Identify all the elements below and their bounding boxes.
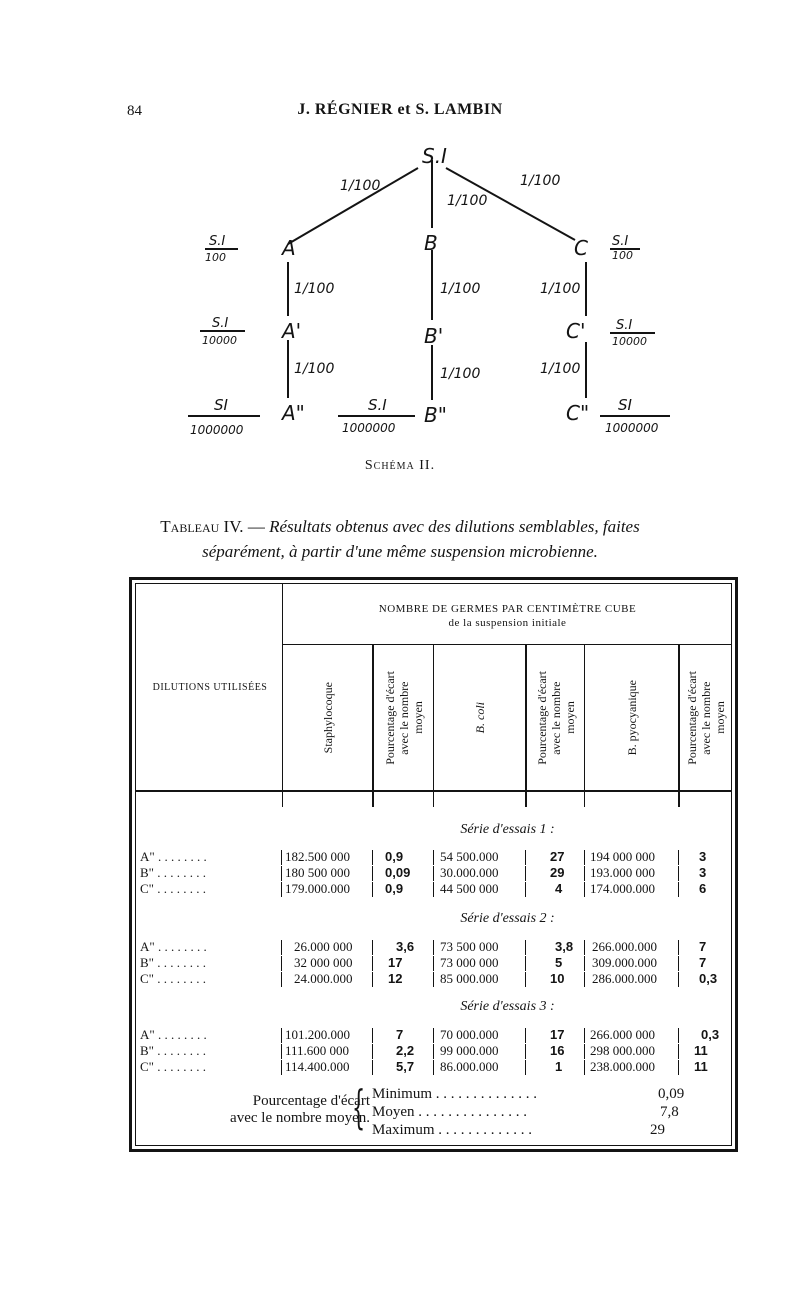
schema-root: S.I — [422, 144, 447, 168]
cell-staph: 180 500 000 — [285, 865, 350, 880]
summary-label — [170, 1093, 370, 1127]
cell-pyo: 266.000.000 — [592, 939, 657, 954]
table-row — [0, 1059, 800, 1075]
frac-right3-num: SI — [618, 396, 632, 414]
cell-staph: 24.000.000 — [294, 971, 353, 986]
node-c: C — [574, 236, 588, 260]
col-head-ecart-2 — [527, 650, 584, 785]
frac-right1-den: 100 — [612, 249, 633, 262]
col-head-b-coli — [434, 650, 525, 785]
cell-ecart-2: 29 — [550, 865, 565, 880]
cell-coli: 44 500 000 — [440, 881, 499, 896]
group-header-line2: de la suspension initiale — [448, 617, 567, 629]
cell-staph: 32 000 000 — [294, 955, 353, 970]
table-row — [0, 865, 800, 881]
cell-ecart-3: 3 — [699, 849, 707, 864]
frac-left2-num: S.I — [212, 316, 229, 331]
frac-right2-den: 10000 — [612, 335, 647, 348]
col-head-label: Staphylocoque — [320, 681, 335, 754]
page-number: 84 — [127, 103, 142, 119]
table-title-text: Résultats obtenus avec des dilutions semblables, faites séparément, à partir d'une même suspension microbienne. — [202, 517, 640, 561]
cell-ecart-2: 5 — [555, 955, 563, 970]
cell-ecart-2: 3,8 — [555, 939, 574, 954]
edge-label-c1: 1/100 — [540, 281, 581, 297]
schema-lines — [188, 160, 670, 416]
node-c2: C" — [566, 401, 590, 425]
row-label: B" . . . . . . . . — [140, 865, 206, 880]
cell-coli: 86.000.000 — [440, 1059, 499, 1074]
edge-label-a2: 1/100 — [294, 361, 335, 377]
cell-pyo: 194 000 000 — [590, 849, 655, 864]
edge-label-top-left: 1/100 — [340, 178, 381, 194]
edge-label-top-right: 1/100 — [520, 173, 561, 189]
cell-pyo: 266.000 000 — [590, 1027, 655, 1042]
frac-left1-den: 100 — [205, 251, 226, 264]
summary-brace: { — [352, 1080, 366, 1134]
table-row — [0, 849, 800, 865]
cell-coli: 73 500 000 — [440, 939, 499, 954]
cell-ecart-2: 1 — [555, 1059, 563, 1074]
col-head-label: Pourcentage d'écart avec le nombre moyen — [685, 670, 727, 765]
table-row — [0, 971, 800, 987]
table-title-dash: — — [243, 517, 270, 536]
frac-left2-den: 10000 — [202, 334, 237, 347]
frac-mid3-num: S.I — [368, 396, 387, 414]
cell-ecart-2: 27 — [550, 849, 565, 864]
row-label: A" . . . . . . . . — [140, 1027, 207, 1042]
edge-label-a1: 1/100 — [294, 281, 335, 297]
frac-left3-den: 1000000 — [190, 423, 244, 437]
cell-staph: 26.000 000 — [294, 939, 353, 954]
row-label: A" . . . . . . . . — [140, 849, 207, 864]
cell-staph: 111.600 000 — [285, 1043, 350, 1058]
row-label: A" . . . . . . . . — [140, 939, 207, 954]
edge-label-b1: 1/100 — [440, 281, 481, 297]
col-head-b-pyocyanique — [585, 650, 678, 785]
schema-caption: Schéma II. — [364, 458, 436, 473]
frac-mid3-den: 1000000 — [342, 421, 396, 435]
table-row — [0, 1043, 800, 1059]
summary-moyen-value: 7,8 — [660, 1104, 679, 1120]
cell-ecart-1: 0,09 — [385, 865, 411, 880]
cell-pyo: 286.000.000 — [592, 971, 657, 986]
cell-pyo: 238.000.000 — [590, 1059, 655, 1074]
series-2-title: Série d'essais 2 : — [460, 911, 555, 926]
cell-coli: 85 000.000 — [440, 971, 499, 986]
node-a: A — [282, 236, 296, 260]
summary-moyen: Moyen . . . . . . . . . . . . . . . — [372, 1104, 527, 1120]
dilution-schema — [0, 0, 800, 460]
row-label: B" . . . . . . . . — [140, 1043, 206, 1058]
summary-items — [372, 1085, 537, 1139]
edge-label-b2: 1/100 — [440, 366, 481, 382]
cell-ecart-2: 17 — [550, 1027, 565, 1042]
node-b1: B' — [424, 324, 444, 348]
table-row — [0, 955, 800, 971]
row-label: B" . . . . . . . . — [140, 955, 206, 970]
cell-staph: 182.500 000 — [285, 849, 350, 864]
frac-right1-num: S.I — [612, 234, 629, 249]
cell-ecart-1: 3,6 — [396, 939, 415, 954]
cell-ecart-1: 0,9 — [385, 849, 404, 864]
cell-ecart-3: 6 — [699, 881, 707, 896]
col-head-ecart-3 — [680, 650, 732, 785]
cell-coli: 70 000.000 — [440, 1027, 499, 1042]
dilutions-header: DILUTIONS UTILISÉES — [152, 682, 268, 693]
frac-right3-den: 1000000 — [605, 421, 659, 435]
summary-minimum-value: 0,09 — [658, 1086, 685, 1102]
table-row — [0, 1027, 800, 1043]
table-title — [120, 514, 680, 564]
cell-ecart-3: 11 — [694, 1043, 708, 1058]
series-1-title: Série d'essais 1 : — [460, 822, 555, 837]
cell-ecart-1: 5,7 — [396, 1059, 415, 1074]
table-row — [0, 881, 800, 897]
summary-label-line2: avec le nombre moyen. — [230, 1110, 370, 1126]
edge-label-c2: 1/100 — [540, 361, 581, 377]
cell-pyo: 174.000.000 — [590, 881, 655, 896]
frac-right2-num: S.I — [616, 318, 633, 333]
cell-pyo: 193.000 000 — [590, 865, 655, 880]
cell-ecart-2: 16 — [550, 1043, 565, 1058]
col-head-ecart-1 — [374, 650, 433, 785]
cell-ecart-1: 2,2 — [396, 1043, 415, 1058]
col-head-label: B. coli — [472, 701, 487, 734]
series-3-title: Série d'essais 3 : — [460, 999, 555, 1014]
cell-ecart-2: 4 — [555, 881, 563, 896]
group-header — [283, 602, 732, 630]
col-head-staphylocoque — [283, 650, 372, 785]
node-a2: A" — [282, 401, 305, 425]
row-label: C" . . . . . . . . — [140, 1059, 206, 1074]
col-head-label: Pourcentage d'écart avec le nombre moyen — [382, 670, 425, 765]
cell-coli: 54 500.000 — [440, 849, 499, 864]
cell-ecart-3: 0,3 — [701, 1027, 720, 1042]
running-title: J. RÉGNIER et S. LAMBIN — [297, 101, 503, 118]
cell-pyo: 309.000.000 — [592, 955, 657, 970]
cell-ecart-3: 0,3 — [699, 971, 718, 986]
cell-ecart-3: 3 — [699, 865, 707, 880]
rule-group-header — [282, 644, 732, 645]
cell-ecart-2: 10 — [550, 971, 565, 986]
row-label: C" . . . . . . . . — [140, 971, 206, 986]
summary-label-line1: Pourcentage d'écart — [252, 1093, 370, 1109]
group-header-line1: NOMBRE DE GERMES PAR CENTIMÈTRE CUBE — [378, 603, 637, 615]
node-a1: A' — [282, 319, 302, 343]
col-head-label: B. pyocyanique — [624, 679, 639, 756]
cell-coli: 30.000.000 — [440, 865, 499, 880]
table-label: Tableau IV. — [160, 517, 244, 536]
node-b: B — [424, 231, 438, 255]
cell-ecart-1: 7 — [396, 1027, 404, 1042]
edge-label-top-mid: 1/100 — [447, 193, 488, 209]
summary-values — [640, 1085, 700, 1139]
cell-ecart-3: 7 — [699, 939, 707, 954]
summary-maximum-value: 29 — [650, 1122, 665, 1138]
node-b2: B" — [424, 403, 447, 427]
cell-ecart-1: 17 — [388, 955, 403, 970]
cell-coli: 73 000 000 — [440, 955, 499, 970]
frac-left3-num: SI — [214, 396, 228, 414]
cell-coli: 99 000.000 — [440, 1043, 499, 1058]
cell-ecart-3: 7 — [699, 955, 707, 970]
cell-ecart-1: 0,9 — [385, 881, 404, 896]
frac-left1-num: S.I — [209, 234, 226, 249]
summary-maximum: Maximum . . . . . . . . . . . . . — [372, 1122, 532, 1138]
cell-staph: 114.400.000 — [285, 1059, 350, 1074]
summary-minimum: Minimum . . . . . . . . . . . . . . — [372, 1086, 538, 1102]
cell-ecart-3: 11 — [694, 1059, 708, 1074]
cell-staph: 179.000.000 — [285, 881, 350, 896]
node-c1: C' — [566, 319, 586, 343]
col-head-label: Pourcentage d'écart avec le nombre moyen — [534, 670, 577, 765]
cell-pyo: 298 000.000 — [590, 1043, 655, 1058]
cell-staph: 101.200.000 — [285, 1027, 350, 1042]
cell-ecart-1: 12 — [388, 971, 403, 986]
table-row — [0, 939, 800, 955]
row-label: C" . . . . . . . . — [140, 881, 206, 896]
